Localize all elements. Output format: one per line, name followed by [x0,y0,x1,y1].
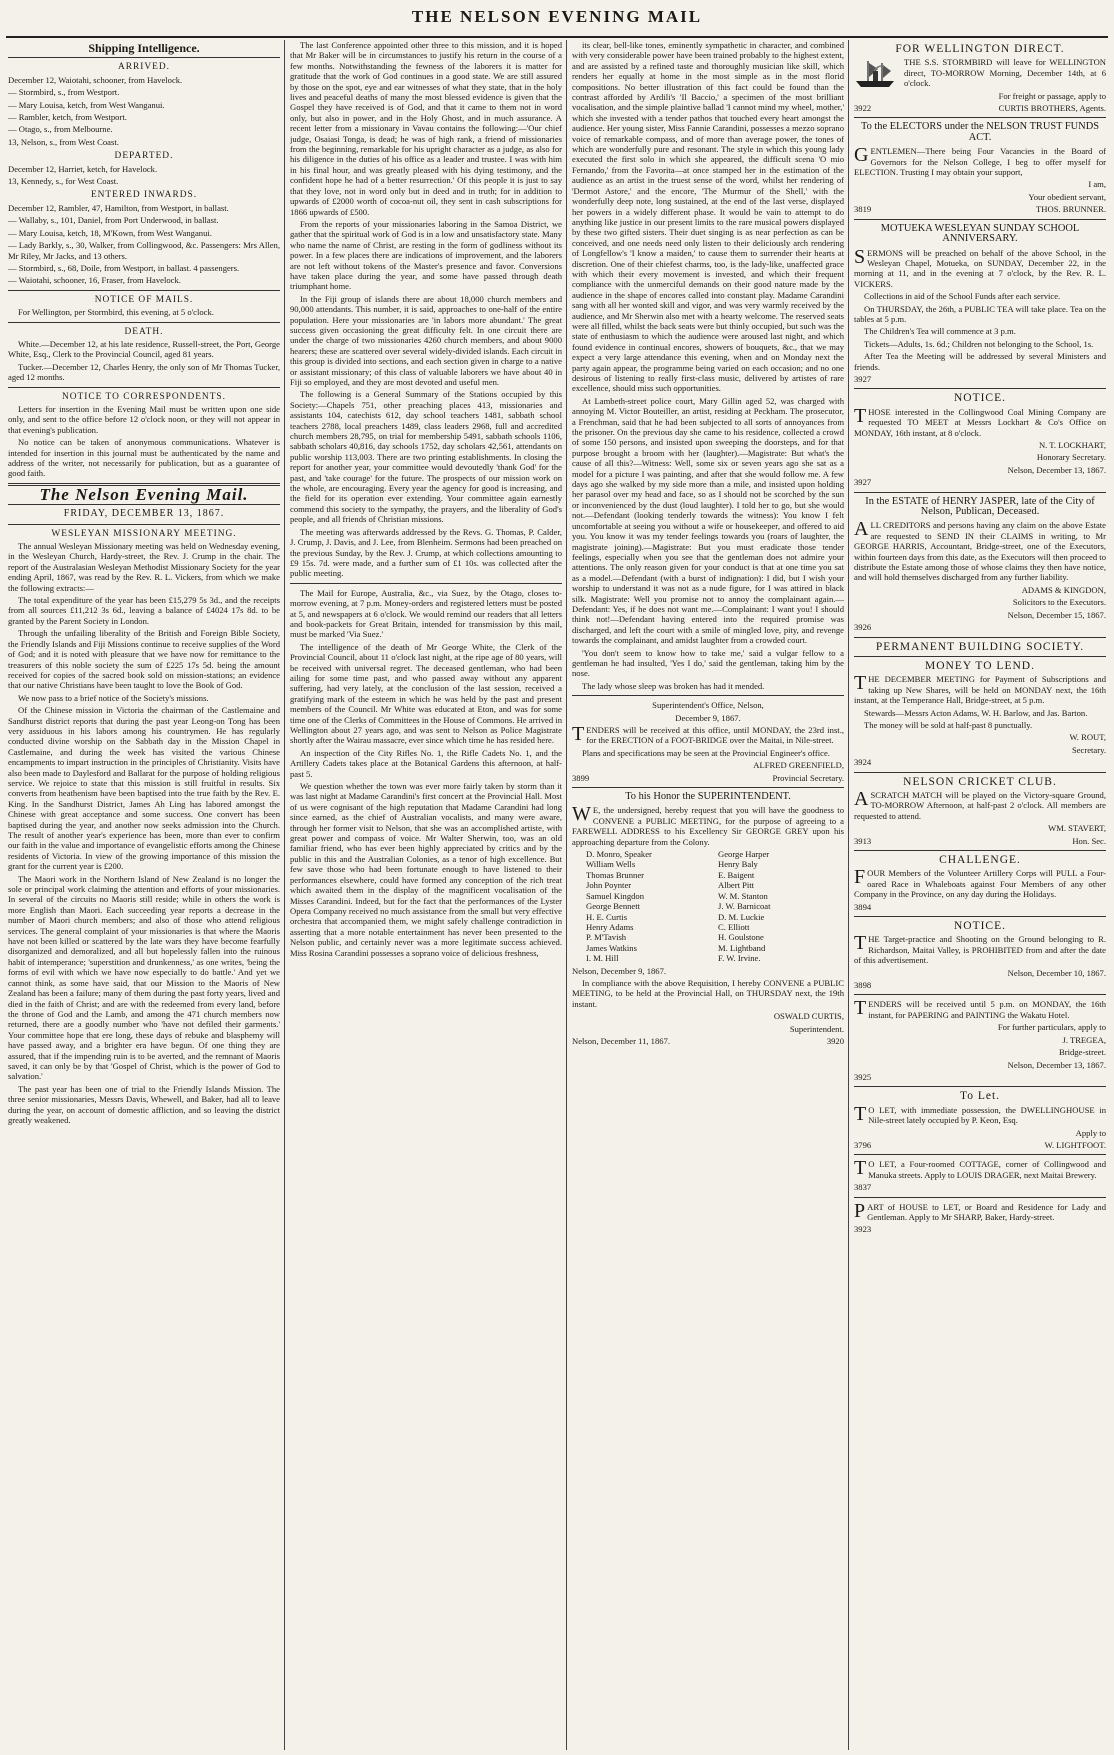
advert-line: Your obedient servant, [1028,191,1106,202]
advert-signer: W. LIGHTFOOT. [1044,1139,1106,1150]
advert-cricket [854,772,1106,846]
advert-heading: To the ELECTORS under the NELSON TRUST FUNDS ACT. [861,121,1099,143]
advert-heading: NOTICE. [953,392,1007,405]
masthead-rule [6,36,1108,38]
steamship-icon [854,57,898,89]
tender-plans: Plans and specifications may be seen at the Provincial Engineer's office. [582,747,830,758]
text-line: 13, Nelson, s., from West Coast. [8,136,119,147]
text-line: P. M'Tavish [586,932,627,943]
advert-number: 3922 [854,103,872,114]
tender-signer: ALFRED GREENFIELD, [753,760,844,771]
advert-line: Bridge-street. [1058,1047,1106,1058]
requisition-signatories [572,849,844,963]
mission-article [290,40,562,579]
text-line: We now pass to a brief notice of the Society's missions. [18,692,209,703]
advert-line: Solicitors to the Executors. [1012,597,1106,608]
advert-footer [854,757,1106,767]
rule [854,492,1106,493]
advert-line: Apply to [1075,1127,1106,1138]
text-line: H. E. Curtis [586,911,628,922]
rule [854,994,1106,995]
advert-line: TENDERS will be received until 5 p.m. on MONDAY, the 16th instant, for PAPERING and PAINTING the Wakatu Hotel. [854,997,1106,1020]
advert-number: 3923 [854,1224,872,1235]
advert-line: THE Target-practice and Shooting on the Ground belonging to R. Richardson, Maitai Valley, is PROHIBITED from and after the date of this advertisement. [854,932,1106,966]
text-line: D. Monro, Speaker [586,849,652,860]
advert-line: I am, [1088,179,1106,190]
advert-line: THE DECEMBER MEETING for Payment of Subscriptions and taking up New Shares, will be held on MONDAY next, the 16th instant, at the Temperance Hall, Bridge-street, at 5 p.m. [854,672,1106,706]
issue-date: FRIDAY, DECEMBER 13, 1867. [63,508,225,520]
text-line: Henry Baly [718,859,758,870]
advert-board [854,1197,1106,1235]
advert-wellington [854,44,1106,113]
text-line: — Stormbird, s., from Westport. [8,87,120,98]
requisition-body: WE, the undersigned, hereby request that you will have the goodness to CONVENE a PUBLIC MEETING, for the purpose of agreeing to a FAREWELL ADDRESS to his Excellency Sir GEORGE GREY upon his approaching departure from the Colony. [572,803,844,847]
text-line: — Mary Louisa, ketch, 18, M'Kown, from West Wanganui. [8,227,212,238]
advert-line: N. T. LOCKHART, [1038,440,1106,450]
requisition-heading: To his Honor the SUPERINTENDENT. [625,791,791,803]
column-4 [854,40,1106,1750]
advert-footer [854,622,1106,632]
advert-line: ALL CREDITORS and persons having any claim on the above Estate are requested to SEND IN their CLAIMS in writing, to Mr GEORGE HARRIS, Accountant, Bridge-street, one of the Executors, within fourteen days from this date, as the Executors will then proceed to distribute the Estate among those of whose claims they then have notice, and will hold themselves discharged from any further liability. [854,518,1106,583]
advert-line: ASCRATCH MATCH will be played on the Victory-square Ground, TO-MORROW Afternoon, at half-past 2 o'clock. All members are requested to attend. [854,787,1106,821]
requisition-role: Superintendent. [789,1023,844,1034]
mails-text: For Wellington, per Stormbird, this evening, at 5 o'clock. [18,307,214,318]
advert-footer [854,836,1106,846]
advert-line: Honorary Secretary. [1036,452,1106,463]
tender-office: Superintendent's Office, Nelson, [652,700,764,711]
advert-line: THE S.S. STORMBIRD will leave for WELLINGTON direct, TO-MORROW Morning, December 14th, at 6 o'clock. [904,57,1106,89]
advert-line: After Tea the Meeting will be addressed by several Ministers and friends. [854,351,1106,372]
text-line: — Waiotahi, schooner, 16, Fraser, from Havelock. [8,275,181,286]
rule [572,695,844,696]
rule [854,117,1106,118]
advert-electors [854,117,1106,214]
advert-tolet [854,1086,1106,1150]
advert-heading: FOR WELLINGTON DIRECT. [895,43,1065,55]
text-line: Of the Chinese mission in Victoria the chairman of the Castlemaine and Sandhurst district reports that during the past year Leong-on Tong has been very assiduous in his labors among his countrymen. He has regularly conducted divine worship on the Sabbath day in the Mission Chapel in Castlemaine, and during the week has visited the various Chinese encampments to impart instruction in the principles of Christianity. Visits have also been made to Daylesford and Ballarat for the purpose of holding religious service. We rejoice to state that this mission is still fruitful in results. Six converts from heathenism have been baptised into the true faith by the Rev. E. King. In the Sandhurst District, James Ah Ling has labored amongst the Chinese with great acceptance and some success. One convert has been baptised during the year, and another now seeks admission into the Church. The result of another year's experience has been, more than ever to confirm our faith in the value and importance of evangelistic efforts among the Chinese residents of Victoria. In view of the growing importance of this mission the grant for the current year is £200. [8,705,280,872]
rule [8,504,280,505]
correspondents-text [8,404,280,479]
text-line: The total expenditure of the year has been £15,279 5s 3d., and the receipts from all sources £11,212 3s 6d., leaving a balance of £4024 17s 8d. to be granted by the Parent Society in London. [8,595,280,626]
advert-notice2 [854,916,1106,990]
requisition-footer-date: Nelson, December 11, 1867. [572,1035,671,1046]
text-line: The following is a General Summary of the Stations occupied by this Society:—Chapels 751, other preaching places 413, missionaries and assistants 104, catechists 612, day school teachers 1481, sabbath school teachers 2788, local preachers 1489, class leaders 2968, full and accredited church members 28,795, on trial for membership 5491, sabbath schools 1106, sabbath scholars 40,816, day schools 1752, day scholars 42,561, attendants on public worship 113,003. There are two printing establishments. In closing the report for another year, your committee would devoutedly 'thank God' for the past, and 'take courage' for the future. The prospects of our mission work on the whole, are encouraging. Every year the agency for good is increasing, and the field for its operation ever extending. Your committee again earnestly commend this society to the sympathy, the prayers, and the liberality of God's people, and all friends of Christian missions. [290,389,562,525]
court-news [572,396,844,691]
requisition-footer [572,1036,844,1046]
text-line: John Poynter [586,880,632,891]
text-line: D. M. Luckie [718,911,765,922]
tender-footer [572,773,844,783]
advert-line: Nelson, December 10, 1867. [1007,967,1106,978]
advert-footer [854,1072,1106,1082]
advert-line: WM. STAVERT, [1048,823,1106,834]
text-line: H. Goulstone [718,932,764,943]
text-line: We question whether the town was ever more fairly taken by storm than it was last night at Madame Carandini's first concert at the Provincial Hall. Most of us were cognisant of the high reputation that Madame Carandini had long since earned, as the chief of Australian vocalists, and many were aware, through her former visit to Nelson, that she was an accomplished artiste, with great power and compass of voice. Mr Walter Sherwin, too, was an old familiar friend, who has ever been highly appreciated by critics and by the public in this and the Australian Colonies, as a tenor of high excellence. But few save those who had been fortunate enough to have listened to their performances elsewhere, could have formed any conception of the rich treat which awaited them in the display of the magnificent vocalisation of the Misses Carandini. Indeed, but for the fact that the performances of the Lyster Opera Company received no much assistance from the small but very effective orchestra that accompanied them, we might safely challenge contradiction in asserting that a more notable entertainment has never been presented to the Nelson public, and certainly never was a more legitimate success achieved. Miss Rosina Carandini possesses a soprano voice of delicious freshness, [290,781,562,958]
advert-notice1 [854,388,1106,487]
text-line: The intelligence of the death of Mr George White, the Clerk of the Provincial Council, about 11 o'clock last night, at the ripe age of 80 years, will be received with universal regret. The deceased gentleman, who had been ailing for some time past, and who passed away without any apparent suffering, had very lately, at the conclusion of the last session, received a gratifying mark of the esteem in which he was held by the past and present members of the Council. Mr White was educated at Eton, and was for some time one of the Clerks of Committees in the House of Commons. He arrived in Wellington about 27 years ago, and was sent to Nelson as Police Magistrate shortly after the Wairau massacre, ever since which time he has resided here. [290,641,562,746]
requisition-number: 3920 [826,1035,844,1046]
advert-line: Nelson, December 13, 1867. [1007,1059,1106,1070]
advert-number: 3894 [854,901,872,912]
text-line: In the Fiji group of islands there are about 18,000 church members and 90,000 attendants. This number, it is said, approaches to one-half of the entire population. Here your missionaries are 'in labors more abundant.' The great success given occasioning the great difficulty felt. In one circuit there are under the charge of two missionaries 4260 church members, and about 9000 hearers; these are scattered over several widely-divided islands. Each circuit in this group is divided into sections, and each section given in charge to a native or assistant missionary; of this class of valuable laborers we have about 40 in Fiji so employed, and they are most devoted and useful men. [290,293,562,387]
rule [854,219,1106,220]
advert-line: Nelson, December 13, 1867. [1007,464,1106,475]
text-line: — Mary Louisa, ketch, from West Wanganui. [8,99,165,110]
advert-signer: CURTIS BROTHERS, Agents. [998,103,1106,114]
text-line: An inspection of the City Rifles No. 1, the Rifle Cadets No. 1, and the Artillery Cadets takes place at the Botanical Gardens this afternoon, at half-past 5. [290,747,562,779]
text-line: I. M. Hill [586,953,619,964]
rule [8,524,280,525]
text-line: W. M. Stanton [718,890,768,901]
inwards-list [8,203,280,286]
text-line: M. Lightband [718,942,766,953]
wesleyan-article [8,541,280,1125]
advert-number: 3927 [854,373,872,384]
tender-role: Provincial Secretary. [772,772,844,783]
text-line: 13, Kennedy, s., for West Coast. [8,176,119,187]
text-line: J. W. Barnicoat [718,901,771,912]
text-line: The Maori work in the Northern Island of New Zealand is no longer the sole or principal work claiming the attention and efforts of your missionaries. In several of the circuits no Maoris still reside; while in others the work is more English than Maori. Each succeeding year reports a decrease in the number of Maori church members; and also of those who attend religious services. The general complaint of your missionaries is that where the Maoris have not been killed or scattered by the late wars they have become fearfully disorganized and demoralized, and all but hopelessly fallen into the ruinous habit of intemperance; 'superstition and drunkenness,' as one writes, 'being the forms of evil with which we have now especially to do battle.' And yet we cannot think, as some have said, that our Mission to the Maoris of New Zealand has been a failure; many of them during the past forty years, lived and died in the faith of Christ; and are with the redeemed from every land, before the throne of God and the Lamb, and among the 471 church members now returned, there are a goodly number who 'have not defiled their garments.' Your committee hope that ere long, these days of rebuke and blasphemy will have passed away, and a brighter era have begun. Of one thing they are assured, that if the impending ruin is to be averted, and the remnant of Maoris saved, it can only be by that 'Gospel of Christ, which is the power of God to salvation.' [8,873,280,1082]
text-line: — Lady Barkly, s., 30, Walker, from Collingwood, &c. Passengers: Mrs Allen, Mr Riley, Mr Jacks, and 13 others. [8,240,280,261]
signatories-left [586,849,712,963]
column-divider [566,40,567,1750]
arrived-list [8,75,280,147]
wesleyan-heading: WESLEYAN MISSIONARY MEETING. [51,528,237,539]
tender-ad [572,700,844,783]
text-line: 'You don't seem to know how to take me,' said a vulgar fellow to a gentleman he had insulted, 'Yes I do,' said the gentleman, taking him by the nose. [572,647,844,679]
tender-body: TENDERS will be received at this office, until MONDAY, the 23rd inst., for the ERECTION of a FOOT-BRIDGE over the Maitai, in Nile-street. [572,723,844,746]
advert-signer: THOS. BRUNNER. [1036,204,1106,215]
advert-number: 3837 [854,1182,872,1193]
rule [8,290,280,291]
text-line: December 12, Waiotahi, schooner, from Havelock. [8,74,183,85]
advert-building [854,637,1106,768]
advert-heading: CHALLENGE. [939,854,1021,866]
departed-heading: DEPARTED. [114,151,174,162]
requisition-signer: OSWALD CURTIS, [773,1011,844,1022]
text-line: Through the unfailing liberality of the British and Foreign Bible Society, the Friendly Islands and Fiji Missions continue to receive supplies of the Word of God; and it is noted with pleasure that we have now for remittance to the treasurers of this noble society the sum of £225 17s 5d. being the amount received for copies of the sacred book sold on mission-stations; an evidence that our native Christians have been taught to love the Book of God. [8,628,280,691]
death-heading: DEATH. [124,326,164,337]
ship-advert-row [854,57,1106,90]
advert-heading: MOTUEKA WESLEYAN SUNDAY SCHOOL ANNIVERSARY. [880,222,1080,245]
advert-footer [854,374,1106,384]
departed-list [8,164,280,187]
rule [572,787,844,788]
column-divider [848,40,849,1750]
advert-number: 3819 [854,204,872,215]
advert-heading: PERMANENT BUILDING SOCIETY. [875,640,1085,653]
rule [854,1086,1106,1087]
text-line: December 12, Harriet, ketch, for Havelock. [8,163,158,174]
text-line: Letters for insertion in the Evening Mail must be written upon one side only, and sent to the office before 12 o'clock noon, or they will not appear in that evening's publication. [8,403,280,435]
text-line: No notice can be taken of anonymous communications. Whatever is intended for insertion in this journal must be authenticated by the name and address of the writer, not necessarily for publication, but as a guarantee of good faith. [8,437,280,479]
text-line: C. Elliott [718,921,750,932]
requisition-compliance: In compliance with the above Requisition, I hereby CONVENE a PUBLIC MEETING, to be held at the Provincial Hall, on THURSDAY next, the 19th instant. [572,977,844,1009]
text-line: The lady whose sleep was broken has had it mended. [582,680,765,691]
text-line: Samuel Kingdon [586,890,645,901]
paper-title: The Nelson Evening Mail. [39,484,249,504]
advert-number: 3898 [854,980,872,991]
advert-footer [854,980,1106,990]
shipping-heading: Shipping Intelligence. [88,41,200,55]
text-line: Tucker.—December 12, Charles Henry, the only son of Mr Thomas Tucker, aged 12 months. [8,361,280,383]
advert-line: J. TREGEA, [1062,1034,1106,1045]
text-line: The past year has been one of trial to the Friendly Islands Mission. The three senior missionaries, Messrs Davis, Whewell, and Baker, had all to leave during the year, on account of domestic affliction, and so leaving the district greatly weakened. [8,1083,280,1125]
advert-signer: Hon. Sec. [1072,835,1106,846]
rule [854,656,1106,657]
advert-jasper [854,492,1106,633]
advert-cottage [854,1154,1106,1192]
advert-line: Secretary. [1071,744,1106,755]
text-line: The annual Wesleyan Missionary meeting was held on Wednesday evening, in the Wesleyan Church, Hardy-street, the Rev. J. Crump in the chair. The report of the Australasian Wesleyan Methodist Missionary Society for the year ending April, 1867, was read by the Rev. R. L. Vickers, from which we make the following extracts:— [8,541,280,593]
death-list [8,339,280,383]
rule [854,772,1106,773]
rule [854,388,1106,389]
text-line: George Harper [718,849,770,860]
ship-advert-text [904,57,1106,90]
text-line: December 12, Rambler, 47, Hamilton, from Westport, in ballast. [8,202,229,213]
advert-footer [854,1224,1106,1234]
text-line: James Watkins [586,942,637,953]
signatories-right [718,849,844,963]
text-line: From the reports of your missionaries laboring in the Samoa District, we gather that the spiritual work of God is in a low and unsatisfactory state. Many who name the name of Christ, are resting in the form of godliness without its power. In a few places there are indications of improvement, and the laborers are not left without tokens of the Master's presence and favor. Conversions have taken place during the year, and some have passed through death triumphant home. [290,218,562,292]
advert-line: GENTLEMEN—There being Four Vacancies in the Board of Governors for the Nelson College, I beg to offer myself for ELECTION. Trusting I may obtain your support, [854,144,1106,178]
tender-date: December 9, 1867. [675,712,741,723]
text-line: Thomas Brunner [586,869,644,880]
news-items [290,588,562,958]
advert-number: 3924 [854,757,872,768]
requisition-ad [572,792,844,1046]
advert-footer [854,902,1106,912]
text-line: its clear, bell-like tones, eminently sympathetic in character, and combined with very considerable power have been trained probably to the highest extent, and are assisted by a refined taste and thoroughly musician like skill, which renders her equally at home in the most simple as in the most florid compositions. No better illustration of this fact could be found than the contrast afforded by Ardili's 'Il Baccio,' a specimen of the most brilliant vocalisation, and the simple plaintive ballad 'I cannot mind my wheel, mother,' which she invested with a tender pathos that touched every heart amongst the audience. Her young sister, Miss Fannie Carandini, possesses a mezzo soprano voice of remarkable compass, and of more than average power, the tones of which are wonderfully pure and resonant. The style in which this young lady executed the first solo in which she appeared, the difficult scena 'O mio Fernando,' from the Favorita—at once stamped her in the estimation of the audience as an artist in the truest sense of the word, whilst her rendering of 'Dermot Astore,' and the encore, 'The Murmur of the Shell,' with the wonderfully deep note, long sustained, at the end of the last verse, displayed her powers in a widely different phase. It would be vain to attempt to do anything like justice in our present limits to the rare musical powers displayed by these two gifted sisters. Their duet singing is as near perfection as can be conceived, and one needs need only listen to their deliciously arch rendering of Longfellow's 'I know a maiden,' to cause them to surrender their hearts at discretion. One of their chiefest charms, too, is the lady-like, unaffected grace with which their every movement is invested, and which their frequent compliance with the unmerciful demands on their good nature made by the audience in the shape of encores called into constant play. Madame Carandini sang with all her wonted skill and vigor, and was very warmly received by the audience, and Mr Sherwin also met with a hearty welcome. The reserved seats were all filled, whilst the back seats were but thinly occupied, but such was the state of enthusiasm to which the audience were aroused last night, and which found evidence in continual encores, showers of bouquets, &c., that we may expect a very large attendance this evening, when and on Monday next the party again appear, the programme being varied on each occasion; and no one desirous of listening to really first-class music, delivered by artistes of rare excellence, should miss such opportunities. [572,40,844,394]
advert-line: For freight or passage, apply to [998,90,1106,101]
advert-footer [854,1140,1106,1150]
advert-line: TO LET, with immediate possession, the DWELLINGHOUSE in Nile-street lately occupied by P. Keon, Esq. [854,1102,1106,1126]
advert-heading: To Let. [959,1090,1001,1103]
advert-line: PART of HOUSE to LET, or Board and Residence for Lady and Gentleman. Apply to Mr SHARP, Baker, Hardy-street. [854,1199,1106,1222]
advert-line: On THURSDAY, the 26th, a PUBLIC TEA will take place. Tea on the tables at 5 p.m. [854,303,1106,324]
advert-number: 3913 [854,835,872,846]
text-line: — Stormbird, s., 68, Doile, from Westport, in ballast. 4 passengers. [8,262,240,273]
column-divider [284,40,285,1750]
requisition-date: Nelson, December 9, 1867. [572,965,667,976]
mails-heading: NOTICE OF MAILS. [94,294,194,305]
rule [854,637,1106,638]
advert-footer [854,1182,1106,1192]
text-line: The Mail for Europe, Australia, &c., via Suez, by the Otago, closes to-morrow evening, at 7 p.m. Money-orders and registered letters must be posted at 5, and newspapers at 6 o'clock. We would remind our readers that all letters and book-packets for Great Britain, intended for transmission by this mail, must be marked 'Via Suez.' [290,587,562,640]
advert-line: For further particulars, apply to [997,1022,1106,1033]
text-line: George Bennett [586,901,641,912]
rule [8,322,280,323]
advert-line: ADAMS & KINGDON, [1021,584,1106,595]
advert-line: Collections in aid of the School Funds after each service. [864,291,1061,302]
text-line: F. W. Irvine. [718,953,761,964]
advert-line: TO LET, a Four-roomed COTTAGE, corner of Collingwood and Manuka streets. Apply to LOUIS DRAGER, next Maitai Brewery. [854,1157,1106,1180]
advert-footer [854,204,1106,214]
advert-line: Stewards—Messrs Acton Adams, W. H. Barlow, and Jas. Barton. [864,707,1088,718]
concert-review [572,40,844,394]
advert-line: FOUR Members of the Volunteer Artillery Corps will PULL a Four-oared Race in Whaleboats against Four Members of any other Company in the Province, on any day during the Holidays. [854,866,1106,900]
inwards-heading: ENTERED INWARDS. [90,190,198,201]
rule [854,850,1106,851]
advert-line: Nelson, December 15, 1867. [1007,609,1106,620]
advert-line: W. ROUT, [1069,732,1106,743]
text-line: — Rambler, ketch, from Westport. [8,112,127,123]
column-3 [572,40,844,1750]
correspondents-heading: NOTICE TO CORRESPONDENTS. [62,391,226,402]
text-line: Henry Adams [586,921,634,932]
text-line: — Otago, s., from Melbourne. [8,124,113,135]
advert-motueka [854,219,1106,385]
rule [290,583,562,584]
masthead-title: THE NELSON EVENING MAIL [411,7,703,26]
text-line: E. Baigent [718,869,755,880]
text-line: William Wells [586,859,636,870]
advert-line: The Children's Tea will commence at 3 p.m. [864,326,1016,337]
advert-number: 3925 [854,1071,872,1082]
text-line: The last Conference appointed other three to this mission, and it is hoped that Mr Baker will be in circumstances to justify his return in the course of a few months. Notwithstanding the fewness of the laborers it is matter for gratitude that the work of God continues in a good state. We are still assured by those on the spot, eye and ear witnesses of what they state, that in the holy lives and peaceful deaths of many the most blessed evidence is given that the Gospel they have received is of God, and that it came to them not in word only, but also in power, and in the Holy Ghost, and in much assurance. A recent letter from a missionary in Vavau contains the following:—'Our chief judge, Osaiasi Tonga, is dead; he was of high rank, a friend of missionaries from the beginning, remarkable for his upright character as a judge, as also for his diligence in the duties of his office as a leader and trustee. I was with him in his final hour, and was greatly pleased with his dying testimony, and the confident hope he had of a better resurrection.' Of this people it is just to say that they love, not in word only but in deed and in truth; for in addition to upwards of £2000 worth of cocoa-nut oil, they sent in cash subscriptions for 1866 upwards of £500. [290,40,562,217]
advert-footer [854,477,1106,487]
rule [854,1154,1106,1155]
advert-footer [854,103,1106,113]
advert-line: The money will be sold at half-past 8 punctually. [864,719,1033,730]
column-2 [290,40,562,1750]
advert-subheading: MONEY TO LEND. [925,659,1035,672]
rule [8,57,280,58]
tender-number: 3899 [572,772,590,783]
advertisements [854,44,1106,1235]
advert-heading: In the ESTATE of HENRY JASPER, late of the City of Nelson, Publican, Deceased. [865,495,1095,518]
text-line: White.—December 12, at his late residence, Russell-street, the Port, George White, Esq., Clerk to the Provincial Council, aged 81 years. [8,338,280,360]
advert-heading: NOTICE. [953,920,1007,933]
advert-heading: NELSON CRICKET CLUB. [903,775,1057,788]
text-line: At Lambeth-street police court, Mary Gillin aged 52, was charged with annoying M. Victor Bouteiller, an artist, residing at Peckham. The prosecutor, a Frenchman, said that he had been subjected to all sorts of annoyances from the prisoner. On the previous day she came to his residence, collected a crowd of some 150 persons, and insisted upon sweeping the doorsteps, and for that purpose brought a broom with her (laughter).—Magistrate: But what's the cause of all this?—Witness: Well, some six or seven years ago she sat as a model for a picture I was painting, and after that she would follow me. A few days ago she walked by my side more than a mile, and insisted upon holding her parasol over my head and face, so as I should not be scorched by the sun or inconvenienced by the dust (loud laughter). I told her to go, but she would not.—Defendant (looking tenderly towards the witness): You know I felt uncomfortable at seeing you without a wife or housekeeper, and offered to aid you. You know it was my tender feelings towards you (roars of laughter, the magistrate joining).—Magistrate: But you must eradicate those tender feelings, especially when you see that the gentleman does not admire your attentions. The only reason given for your conduct is that at one time you sat as a model.—Defendant (with a burst of indignation): I did, but I wish your worship to understand it was not as a nude figure, for I was attired in black silk. Magistrate: Well you promise not to annoy the complainant again.—Defendant: Yes, if he does not want me.—Complainant: I want you! I should think not!—Defendant having entered into the required promise was discharged, and left the court with a smile of mingled love, pity, and revenge towards the complainant, and amidst laughter from a crowded court. [572,395,844,646]
advert-number: 3926 [854,622,872,633]
text-line: Albert Pitt [718,880,755,891]
text-line: The meeting was afterwards addressed by the Revs. G. Thomas, P. Calder, J. Crump, J. Davis, and J. Lee, from Blenheim. Sermons had been preached on the previous Sunday, by the Rev. J. Crump, at which collections amounting to £9 15s. 7d. were made, and a further sum of £1 10s. was collected after the public meeting. [290,526,562,579]
advert-line: THOSE interested in the Collingwood Coal Mining Company are requested TO MEET at Messrs Lockhart & Co's Office on MONDAY, 16th instant, at 8 o'clock. [854,404,1106,438]
advert-tenders [854,994,1106,1082]
rule [854,916,1106,917]
advert-challenge [854,850,1106,912]
advert-line: Tickets—Adults, 1s. 6d.; Children not belonging to the School, 1s. [864,338,1094,349]
rule [8,387,280,388]
text-line: — Wallaby, s., 101, Daniel, from Port Underwood, in ballast. [8,215,219,226]
column-1 [8,40,280,1750]
arrived-heading: ARRIVED. [117,62,170,73]
rule [854,1197,1106,1198]
advert-line: SERMONS will be preached on behalf of the above School, in the Wesleyan Chapel, Motueka, on SUNDAY, December 22, in the morning at 11, and in the evening at 7 o'clock, by the Rev. R. L. VICKERS. [854,245,1106,289]
advert-number: 3796 [854,1139,872,1150]
advert-number: 3927 [854,477,872,488]
